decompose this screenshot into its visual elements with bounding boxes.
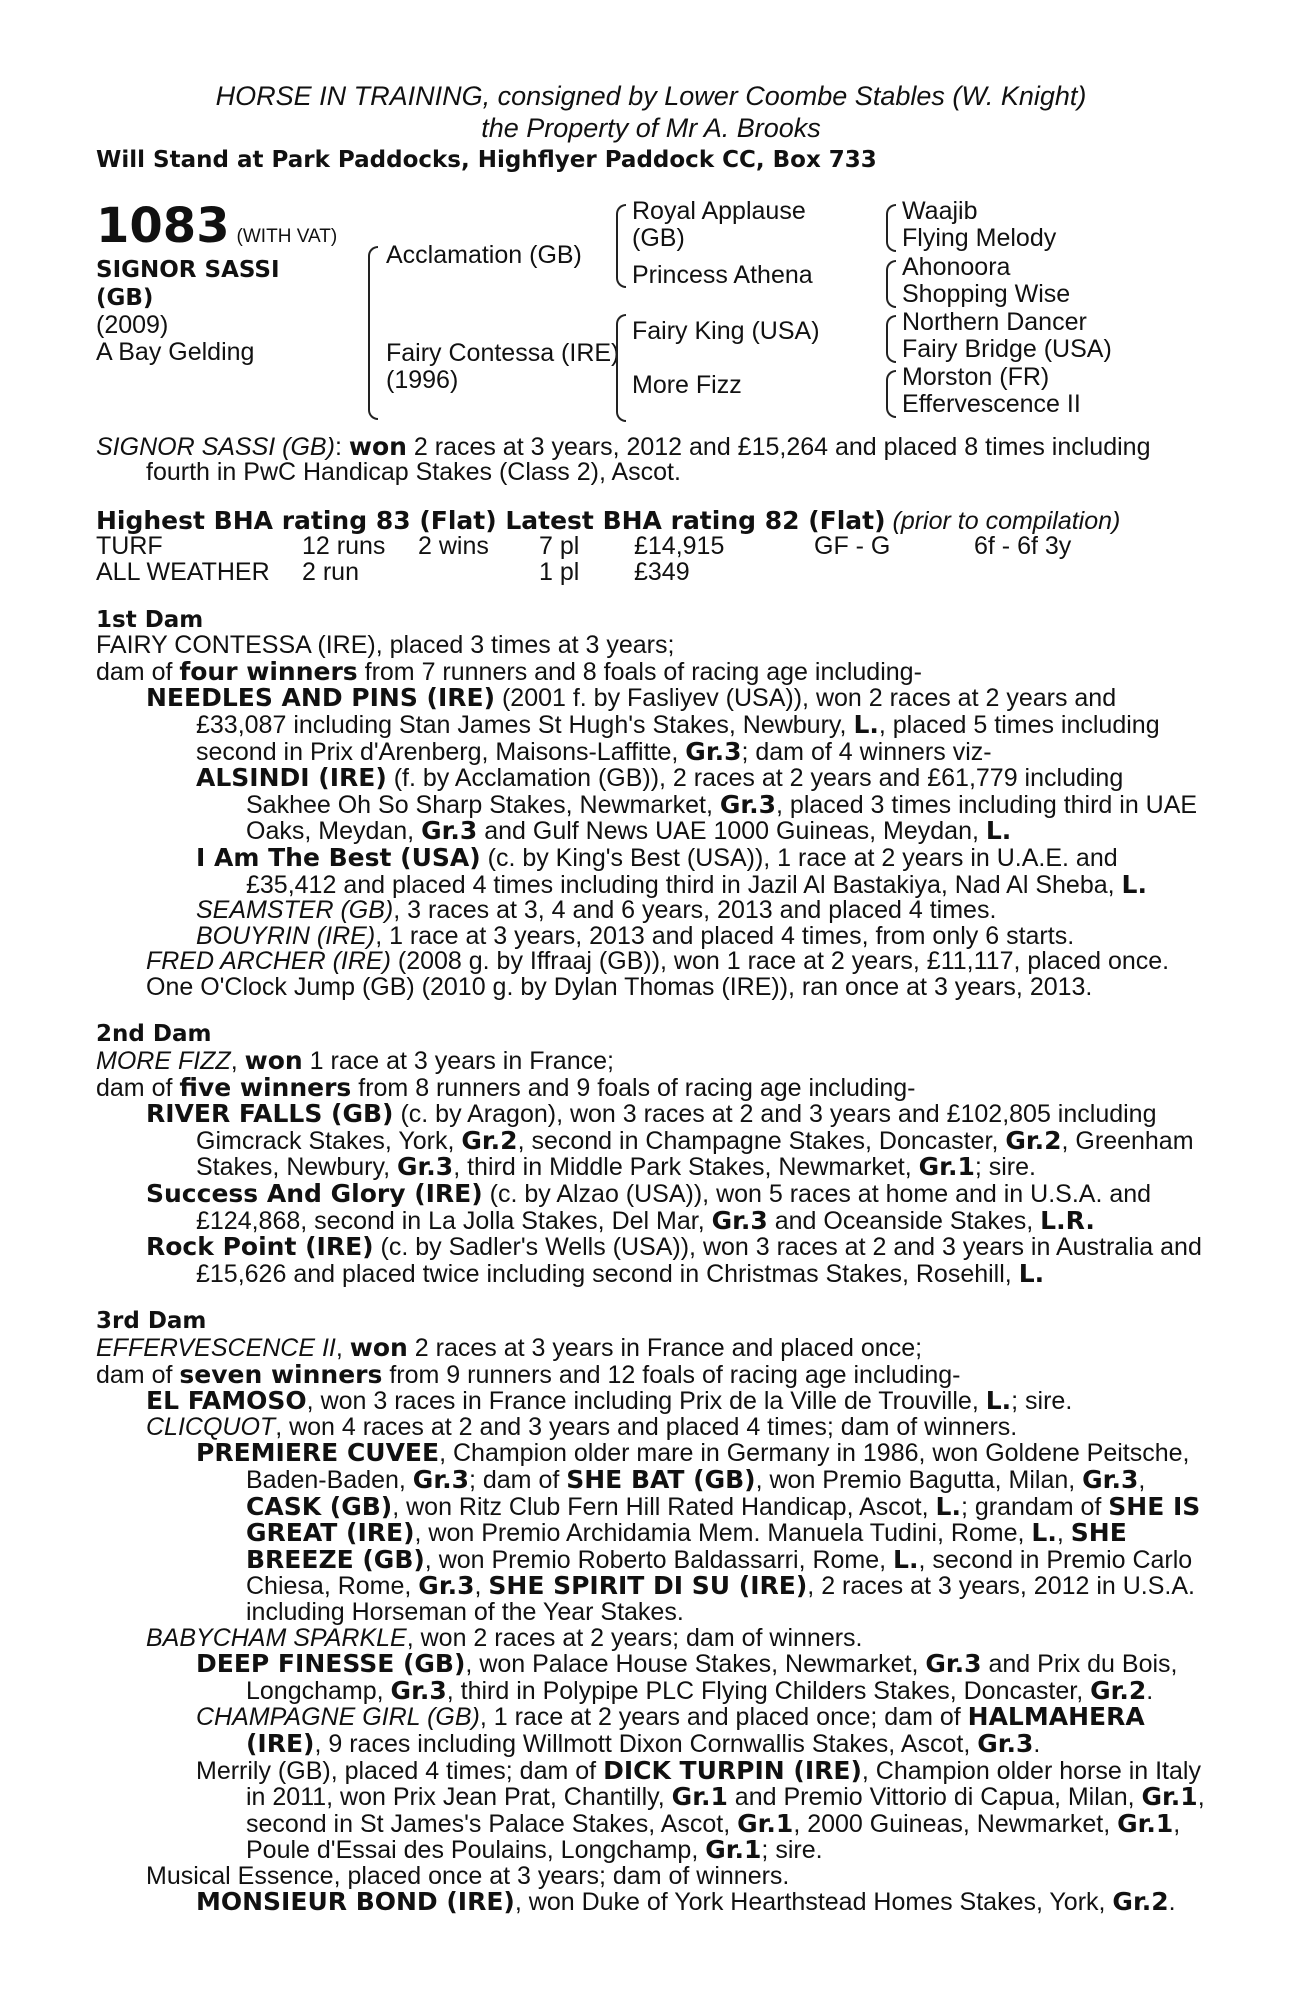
race-summary: SIGNOR SASSI (GB): won 2 races at 3 years, 2012 and £15,264 and placed 8 times including fourth in PwC Handicap Stakes (Class 2), Ascot. [96,431,1151,487]
dam-year: (1996) [386,365,459,394]
vat-label: (WITH VAT) [236,225,338,247]
foaling-year: (2009) [96,310,169,339]
entry-merrily: Merrily (GB), placed 4 times; dam of DICK TURPIN (IRE), Champion older horse in Italy in 2011, won Prix Jean Prat, Chantilly, Gr.1 and Premio Vittorio di Capua, Milan, Gr.1, second in St James's Palace Stakes, Ascot, Gr.1, 2000 Guineas, Newmarket, Gr.1, Poule d'Essai des Poulains, Longchamp, Gr.1; sire. [196,1755,1205,1865]
first-dam-section [96,608,1206,1001]
lot-number: 1083 [96,197,230,254]
entry-needles-and-pins: NEEDLES AND PINS (IRE) (2001 f. by Fasliyev (USA)), won 2 races at 2 years and £33,087 including Stan James St Hugh's Stakes, Newbury, L., placed 5 times including second in Prix d'Arenberg, Maisons-Laffitte, Gr.3; dam of 4 winners viz- [146,683,1160,766]
entry-fred-archer: FRED ARCHER (IRE) (2008 g. by Iffraaj (GB)), won 1 race at 2 years, £11,117, placed once. [146,947,1170,976]
second-dam-section [96,1022,1206,1287]
all-weather-row: ALL WEATHER 2 run 1 pl £349 [96,557,690,586]
second-dam-line: MORE FIZZ, won 1 race at 3 years in France; [96,1046,614,1076]
entry-clicquot: CLICQUOT, won 4 races at 2 and 3 years and placed 4 times; dam of winners. [146,1412,1018,1441]
catalogue-page [96,80,1206,1916]
header-line-1: HORSE IN TRAINING, consigned by Lower Coombe Stables (W. Knight) [215,81,1087,111]
ancestor-2: Flying Melody [902,223,1057,252]
pedigree-brace-dam [616,314,626,422]
entry-monsieur-bond: MONSIEUR BOND (IRE), won Duke of York Hearthstead Homes Stakes, York, Gr.2. [196,1887,1176,1917]
entry-babycham-sparkle: BABYCHAM SPARKLE, won 2 races at 2 years; dam of winners. [146,1623,863,1652]
ancestor-1: Waajib [902,196,978,225]
entry-river-falls: RIVER FALLS (GB) (c. by Aragon), won 3 races at 2 and 3 years and £102,805 including Gimcrack Stakes, York, Gr.2, second in Champagne Stakes, Doncaster, Gr.2, Greenham Stakes, Newbury, Gr.3, third in Middle Park Stakes, Newmarket, Gr.1; sire. [146,1099,1194,1182]
ancestor-5: Northern Dancer [902,307,1087,336]
third-dam-line: EFFERVESCENCE II, won 2 races at 3 years in France and placed once; [96,1333,923,1362]
entry-champagne-girl: CHAMPAGNE GIRL (GB), 1 race at 2 years and placed once; dam of HALMAHERA (IRE), 9 races including Willmott Dixon Cornwallis Stakes, Ascot, Gr.3. [196,1702,1145,1758]
ancestor-7: Morston (FR) [902,362,1050,391]
horse-description: A Bay Gelding [96,337,255,366]
third-dam-section [96,1309,1206,1916]
horse-country: (GB) [96,284,154,311]
brace-g1 [886,204,896,252]
sire-sire-country: (GB) [632,223,685,252]
third-dam-heading: 3rd Dam [96,1308,207,1335]
rating-section [96,505,1206,586]
ancestor-3: Ahonoora [902,252,1011,281]
dam: Fairy Contessa (IRE) [386,338,620,367]
first-dam-heading: 1st Dam [96,606,204,633]
dam-dam: More Fizz [632,370,742,399]
ancestor-6: Fairy Bridge (USA) [902,334,1112,363]
turf-row: TURF 12 runs 2 wins 7 pl £14,915 GF - G 6f - 6f 3y [96,532,1072,561]
rating-heading: Highest BHA rating 83 (Flat) Latest BHA rating 82 (Flat) (prior to compilation) [96,505,1121,535]
ancestor-4: Shopping Wise [902,279,1071,308]
entry-alsindi: ALSINDI (IRE) (f. by Acclamation (GB)), 2 races at 2 years and £61,779 including Sakhee Oh So Sharp Stakes, Newmarket, Gr.3, placed 3 times including third in UAE Oaks, Meydan, Gr.3 and Gulf News UAE 1000 Guineas, Meydan, L. [196,763,1198,846]
entry-el-famoso: EL FAMOSO, won 3 races in France including Prix de la Ville de Trouville, L.; sire. [146,1386,1073,1416]
first-dam-produce: dam of four winners from 7 runners and 8 foals of racing age including- [96,656,922,686]
pedigree-brace-sire [616,204,626,288]
brace-g3 [886,315,896,363]
third-dam-produce: dam of seven winners from 9 runners and 12 foals of racing age including- [96,1359,961,1389]
entry-musical-essence: Musical Essence, placed once at 3 years; dam of winners. [146,1861,790,1890]
first-dam-line: FAIRY CONTESSA (IRE), placed 3 times at 3 years; [96,631,675,660]
entry-deep-finesse: DEEP FINESSE (GB), won Palace House Stakes, Newmarket, Gr.3 and Prix du Bois, Longchamp, Gr.3, third in Polypipe PLC Flying Childers Stakes, Doncaster, Gr.2. [196,1649,1178,1705]
entry-bouyrin: BOUYRIN (IRE), 1 race at 3 years, 2013 and placed 4 times, from only 6 starts. [196,921,1075,950]
sire-dam: Princess Athena [632,260,813,289]
ancestor-8: Effervescence II [902,389,1081,418]
brace-g2 [886,260,896,308]
header-line-2: the Property of Mr A. Brooks [481,113,821,143]
entry-success-and-glory: Success And Glory (IRE) (c. by Alzao (USA)), won 5 races at home and in U.S.A. and £124,868, second in La Jolla Stakes, Del Mar, Gr.3 and Oceanside Stakes, L.R. [146,1179,1152,1235]
dam-sire: Fairy King (USA) [632,316,820,345]
sire-sire: Royal Applause [632,196,806,225]
brace-g4 [886,370,896,418]
pedigree-block [96,196,1206,426]
sire: Acclamation (GB) [386,240,582,269]
entry-premiere-cuvee: PREMIERE CUVEE, Champion older mare in Germany in 1986, won Goldene Peitsche, Baden-Baden, Gr.3; dam of SHE BAT (GB), won Premio Bagutta, Milan, Gr.3, CASK (GB), won Ritz Club Fern Hill Rated Handicap, Ascot, L.; grandam of SHE IS GREAT (IRE), won Premio Archidamia Mem. Manuela Tudini, Rome, L., SHE BREEZE (GB), won Premio Roberto Baldassarri, Rome, L., second in Premio Carlo Chiesa, Rome, Gr.3, SHE SPIRIT DI SU (IRE), 2 races at 3 years, 2012 in U.S.A. including Horseman of the Year Stakes. [196,1438,1201,1626]
second-dam-produce: dam of five winners from 8 runners and 9 foals of racing age including- [96,1072,916,1102]
entry-rock-point: Rock Point (IRE) (c. by Sadler's Wells (USA)), won 3 races at 2 and 3 years in Australia and £15,626 and placed twice including second in Christmas Stakes, Rosehill, L. [146,1232,1202,1288]
second-dam-heading: 2nd Dam [96,1021,212,1048]
pedigree-brace-main [368,246,378,420]
entry-one-oclock-jump: One O'Clock Jump (GB) (2010 g. by Dylan Thomas (IRE)), ran once at 3 years, 2013. [146,972,1093,1001]
horse-name: SIGNOR SASSI [96,256,280,283]
lot-heading [96,197,338,254]
entry-i-am-the-best: I Am The Best (USA) (c. by King's Best (USA)), 1 race at 2 years in U.A.E. and £35,412 and placed 4 times including third in Jazil Al Bastakiya, Nad Al Sheba, L. [196,842,1147,899]
entry-seamster: SEAMSTER (GB), 3 races at 3, 4 and 6 years, 2013 and placed 4 times. [196,896,997,925]
header-location: Will Stand at Park Paddocks, Highflyer Paddock CC, Box 733 [96,147,877,173]
